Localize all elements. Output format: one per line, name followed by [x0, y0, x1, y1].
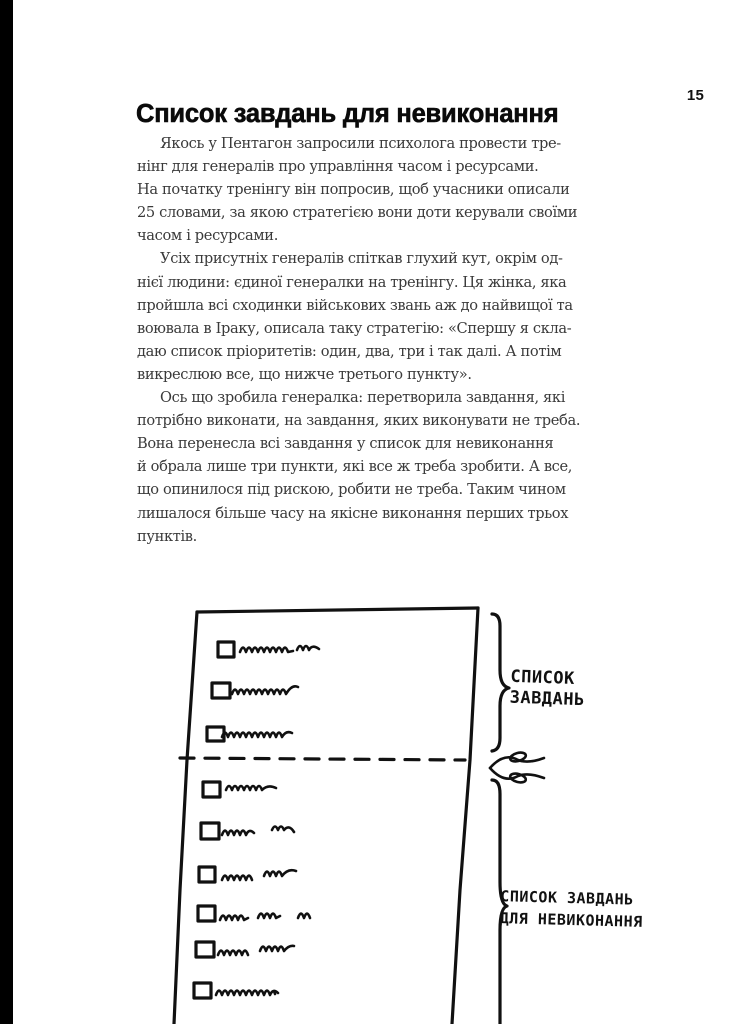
- list-item-nottodo-5: [196, 942, 294, 957]
- list-item-nottodo-3: [199, 867, 296, 882]
- list-item-todo-3: [207, 727, 292, 741]
- text-line: пунктів.: [137, 527, 197, 545]
- scribble-text: [232, 686, 298, 694]
- text-line: 25 словами, за якою стратегією вони доти керували своїми: [137, 204, 578, 222]
- cut-line: [180, 758, 465, 760]
- sheet-left-edge: [174, 612, 197, 1024]
- page-number: 15: [686, 87, 704, 104]
- scribble-text: [216, 991, 278, 996]
- checkbox-icon: [212, 683, 230, 698]
- label-line: СПИСОК ЗАВДАНЬ: [500, 887, 634, 909]
- label-line: ЗАВДАНЬ: [509, 687, 586, 711]
- text-line: На початку тренінгу він попросив, щоб учасники описали: [137, 181, 570, 199]
- sheet-top-edge: [197, 608, 478, 612]
- text-line: що опинилося під рискою, робити не треба. Таким чином: [137, 481, 566, 499]
- list-item-nottodo-6: [194, 983, 278, 998]
- text-line: нієї людини: єдиної генералки на тренінгу. Ця жінка, яка: [137, 273, 567, 291]
- text-line: часом і ресурсами.: [137, 227, 278, 245]
- text-line: й обрала лише три пункти, які все ж треба зробити. А все,: [137, 458, 573, 476]
- list-item-nottodo-1: [203, 782, 276, 797]
- scribble-text: [240, 646, 319, 652]
- curly-brace-icon: [492, 614, 509, 751]
- checkbox-icon: [201, 823, 219, 839]
- text-line: пройшла всі сходинки військових звань аж до найвищої та: [137, 296, 573, 314]
- scribble-text: [222, 732, 292, 737]
- book-spine-edge: [0, 0, 13, 1024]
- text-line: Усіх присутніх генералів спіткав глухий кут, окрім од-: [160, 250, 563, 268]
- list-item-todo-2: [212, 683, 298, 698]
- label-line: ДЛЯ НЕВИКОНАННЯ: [499, 909, 643, 931]
- text-line: викреслюю все, що нижче третього пункту».: [137, 365, 472, 383]
- checkbox-icon: [203, 782, 220, 797]
- scribble-text: [226, 786, 276, 790]
- checkbox-icon: [199, 867, 215, 882]
- checkbox-icon: [196, 942, 214, 957]
- list-sheet-drawing: [160, 590, 731, 1024]
- text-line: лишалося більше часу на якісне виконання перших трьох: [137, 504, 569, 522]
- scribble-text: [222, 827, 294, 836]
- text-line: даю список пріоритетів: один, два, три і так далі. А потім: [137, 342, 562, 360]
- checkbox-icon: [194, 983, 211, 998]
- section-title: Список завдань для невиконання: [136, 100, 559, 128]
- todo-items: [207, 642, 319, 741]
- list-item-nottodo-4: [198, 906, 310, 921]
- text-line: потрібно виконати, на завдання, яких виконувати не треба.: [137, 412, 581, 430]
- nottodo-list-label: [499, 885, 643, 933]
- body-text: [137, 132, 657, 548]
- checkbox-icon: [207, 727, 224, 741]
- todo-list-label: [509, 667, 586, 712]
- text-line: воювала в Іраку, описала таку стратегію: «Спершу я скла-: [137, 319, 572, 337]
- scribble-text: [220, 914, 310, 921]
- scribble-text: [222, 870, 296, 880]
- list-item-nottodo-2: [201, 823, 294, 839]
- scissors-icon: [490, 751, 544, 784]
- scribble-text: [218, 946, 294, 955]
- sheet-right-edge: [452, 608, 478, 1024]
- list-item-todo-1: [218, 642, 319, 657]
- text-line: Ось що зробила генералка: перетворила завдання, які: [160, 389, 566, 407]
- todo-list-illustration: [160, 590, 731, 1024]
- text-line: Якось у Пентагон запросили психолога провести тре-: [160, 135, 561, 152]
- text-line: Вона перенесла всі завдання у список для невиконання: [137, 435, 554, 453]
- nottodo-items: [194, 782, 310, 998]
- checkbox-icon: [198, 906, 215, 921]
- checkbox-icon: [218, 642, 234, 657]
- label-line: СПИСОК: [510, 666, 576, 689]
- text-line: нінг для генералів про управління часом і ресурсами.: [137, 158, 539, 176]
